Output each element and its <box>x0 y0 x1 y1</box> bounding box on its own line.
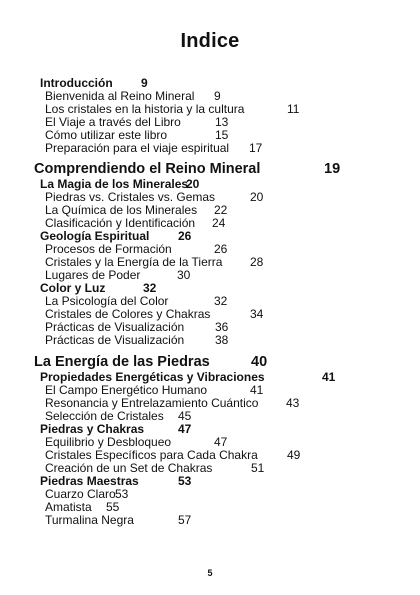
toc-entry-page-number: 43 <box>286 396 300 410</box>
toc-entry-label: Cristales y la Energía de la Tierra <box>45 255 223 269</box>
toc-entry-page-number: 9 <box>214 89 221 103</box>
toc-entry-label: Preparación para el viaje espiritual <box>45 141 230 155</box>
toc-entry-label: Bienvenida al Reino Mineral <box>45 89 195 103</box>
toc-entry-label: Comprendiendo el Reino Mineral <box>34 161 261 177</box>
table-of-contents <box>0 77 420 527</box>
toc-entry-page-number: 28 <box>250 255 264 269</box>
toc-entry-label: Turmalina Negra <box>45 513 134 527</box>
toc-entry-label: Propiedades Energéticas y Vibraciones <box>40 370 265 384</box>
toc-item-row <box>0 334 420 347</box>
toc-entry-label: Cristales Específicos para Cada Chakra <box>45 448 258 462</box>
toc-entry-page-number: 26 <box>178 229 192 243</box>
toc-entry-label: La Magia de los Minerales <box>40 177 189 191</box>
toc-entry-page-number: 32 <box>214 294 228 308</box>
toc-entry-label: Los cristales en la historia y la cultura <box>45 102 245 116</box>
toc-entry-page-number: 22 <box>214 203 228 217</box>
toc-entry-page-number: 26 <box>214 242 228 256</box>
toc-entry-page-number: 40 <box>251 354 268 370</box>
toc-entry-page-number: 38 <box>215 333 229 347</box>
toc-entry-label: Cuarzo Claro <box>45 487 116 501</box>
toc-chapter-row <box>0 160 420 178</box>
toc-entry-page-number: 20 <box>186 177 200 191</box>
toc-entry-page-number: 45 <box>178 409 192 423</box>
toc-chapter-row <box>0 353 420 371</box>
toc-entry-page-number: 47 <box>178 422 192 436</box>
toc-entry-page-number: 34 <box>250 307 264 321</box>
toc-entry-page-number: 53 <box>178 474 192 488</box>
toc-entry-label: Geología Espiritual <box>40 229 150 243</box>
toc-entry-label: Color y Luz <box>40 281 106 295</box>
toc-item-row <box>0 142 420 155</box>
toc-entry-label: La Psicología del Color <box>45 294 169 308</box>
toc-entry-label: Piedras y Chakras <box>40 422 145 436</box>
toc-entry-label: Selección de Cristales <box>45 409 164 423</box>
toc-entry-label: Equilibrio y Desbloqueo <box>45 435 172 449</box>
toc-entry-label: Piedras Maestras <box>40 474 139 488</box>
toc-entry-label: Amatista <box>45 500 92 514</box>
toc-entry-label: Cómo utilizar este libro <box>45 128 168 142</box>
toc-entry-page-number: 9 <box>141 76 148 90</box>
toc-entry-label: Piedras vs. Cristales vs. Gemas <box>45 190 216 204</box>
page-number: 5 <box>207 568 213 578</box>
toc-entry-page-number: 36 <box>215 320 229 334</box>
toc-entry-label: La Química de los Minerales <box>45 203 198 217</box>
toc-entry-page-number: 24 <box>212 216 226 230</box>
toc-item-row <box>0 514 420 527</box>
toc-entry-label: El Viaje a través del Libro <box>45 115 181 129</box>
toc-entry-page-number: 32 <box>143 281 157 295</box>
toc-entry-page-number: 13 <box>215 115 229 129</box>
toc-entry-page-number: 57 <box>178 513 192 527</box>
toc-entry-label: Procesos de Formación <box>45 242 172 256</box>
toc-entry-page-number: 41 <box>322 370 336 384</box>
toc-entry-page-number: 17 <box>249 141 263 155</box>
toc-entry-page-number: 19 <box>324 161 341 177</box>
toc-entry-page-number: 51 <box>251 461 265 475</box>
toc-entry-label: Resonancia y Entrelazamiento Cuántico <box>45 396 259 410</box>
page-title: Indice <box>180 30 240 52</box>
toc-entry-page-number: 41 <box>250 383 264 397</box>
toc-entry-page-number: 20 <box>250 190 264 204</box>
toc-entry-label: Prácticas de Visualización <box>45 320 185 334</box>
toc-entry-label: La Energía de las Piedras <box>34 354 210 370</box>
toc-entry-page-number: 30 <box>177 268 191 282</box>
toc-entry-page-number: 55 <box>106 500 120 514</box>
toc-entry-label: Prácticas de Visualización <box>45 333 185 347</box>
toc-entry-label: Clasificación y Identificación <box>45 216 196 230</box>
toc-entry-page-number: 11 <box>287 102 300 116</box>
toc-entry-label: Cristales de Colores y Chakras <box>45 307 211 321</box>
toc-entry-page-number: 49 <box>287 448 301 462</box>
toc-entry-label: El Campo Energético Humano <box>45 383 208 397</box>
toc-entry-label: Creación de un Set de Chakras <box>45 461 213 475</box>
toc-entry-label: Introducción <box>40 76 113 90</box>
toc-entry-page-number: 53 <box>115 487 129 501</box>
toc-entry-page-number: 15 <box>215 128 229 142</box>
toc-entry-label: Lugares de Poder <box>45 268 141 282</box>
toc-entry-page-number: 47 <box>214 435 228 449</box>
